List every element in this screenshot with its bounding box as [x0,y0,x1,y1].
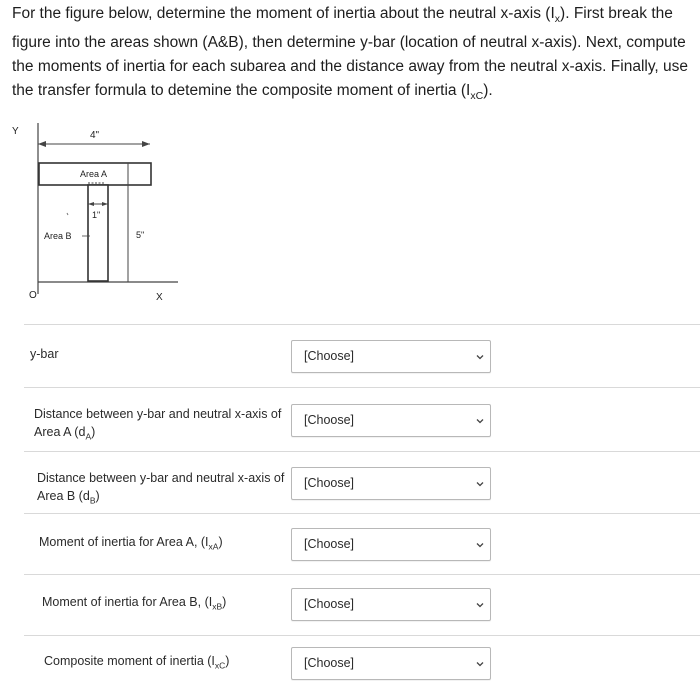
question-label-ixb: Moment of inertia for Area B, $(I_{xB})$ [42,595,227,612]
width-dimension-label: 4" [90,130,100,141]
question-label-ixc: Composite moment of inertia $(I_{xC})$ [44,654,230,671]
question-label-db: Distance between y-bar and neutral x-axis of Area B $(d_B)$ [37,471,285,506]
ixb-select-value: [Choose] [304,597,355,611]
ixc-select[interactable] [291,647,491,680]
chevron-down-icon [475,352,485,362]
t-section-drawing [12,120,200,310]
divider [24,451,700,452]
da-select-value: [Choose] [304,413,355,427]
area-b-label: Area B [44,231,72,241]
ybar-select[interactable] [291,340,491,373]
question-text: For the figure below, determine the moment of inertia about the neutral x-axis $(I_x)$. First break the figure into the areas shown (A&B), then determine y-bar (location of neutral x-axis). Next, compute the moments of inertia for each subarea and the distance away from the neutral x-axis. Finally, use the transfer formula to detemine the composite moment of inertia $(I_{xC})$. [12,5,689,103]
question-label-da: Distance between y-bar and neutral x-axis of Area A $(d_A)$ [34,407,282,442]
width-arrow-right [142,141,150,147]
height-dimension-label: 5" [136,230,145,240]
ixa-select[interactable] [291,528,491,561]
db-select[interactable] [291,467,491,500]
y-axis-label: Y [12,126,19,137]
ixa-select-value: [Choose] [304,537,355,551]
question-label-ybar: y-bar [30,347,59,361]
chevron-down-icon [475,416,485,426]
divider [24,635,700,636]
chevron-down-icon [475,540,485,550]
width-arrow-left [38,141,46,147]
tick-mark [67,213,68,215]
origin-label: O [29,290,37,301]
divider [24,324,700,325]
ixb-select[interactable] [291,588,491,621]
question-label-ixa: Moment of inertia for Area A, $(I_{xA})$ [39,535,223,552]
divider [24,513,700,514]
chevron-down-icon [475,659,485,669]
chevron-down-icon [475,479,485,489]
t-section-figure [12,120,200,310]
thickness-dimension-label: 1" [92,210,101,220]
da-select[interactable] [291,404,491,437]
ixc-select-value: [Choose] [304,656,355,670]
area-b-rect [88,185,108,281]
db-select-value: [Choose] [304,476,355,490]
divider [24,574,700,575]
x-axis-label: X [156,292,163,303]
ybar-select-value: [Choose] [304,349,355,363]
divider [24,387,700,388]
area-a-label: Area A [80,169,108,179]
chevron-down-icon [475,600,485,610]
